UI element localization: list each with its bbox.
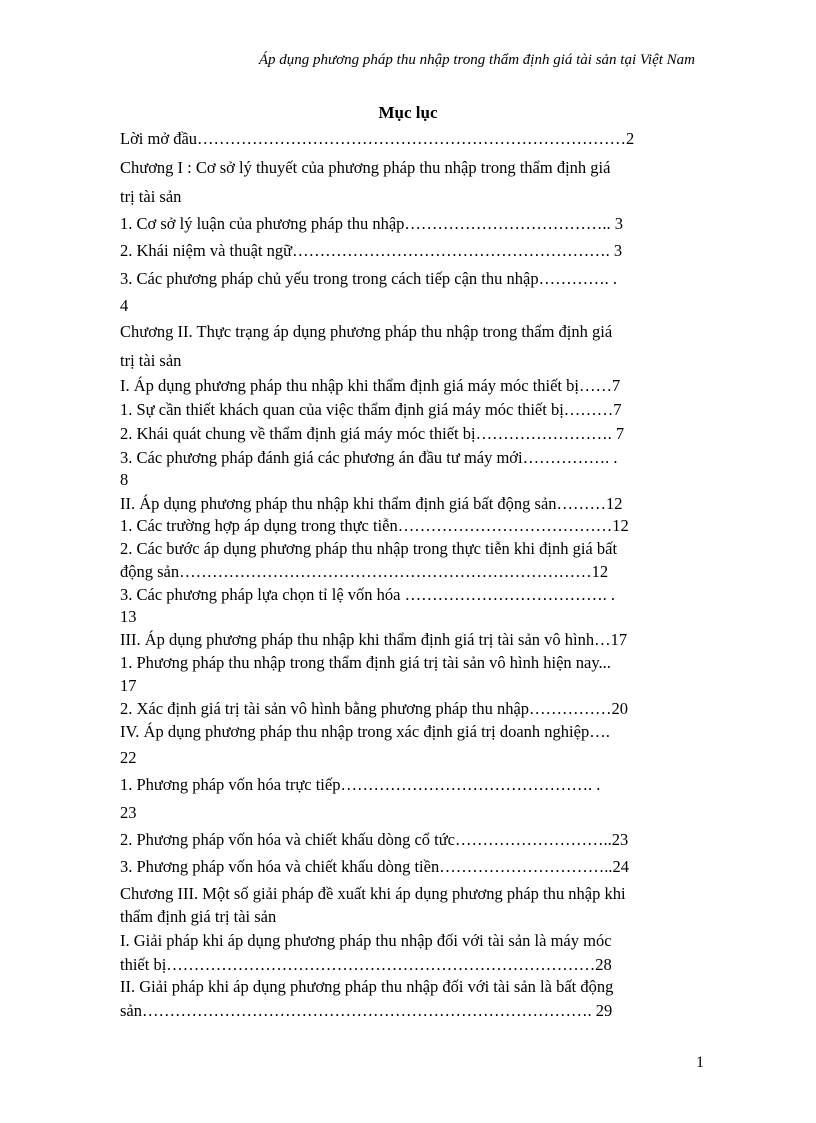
toc-line: trị tài sản bbox=[120, 187, 182, 206]
toc-line: 1. Sự cần thiết khách quan của việc thẩm định giá máy móc thiết bị………7 bbox=[120, 400, 622, 419]
toc-line: 2. Khái niệm và thuật ngữ…………………………………………………. 3 bbox=[120, 241, 623, 260]
toc-line: 1. Các trường hợp áp dụng trong thực tiễn…………………………………12 bbox=[120, 516, 629, 535]
toc-line: 13 bbox=[120, 607, 137, 626]
toc-line: 2. Phương pháp vốn hóa và chiết khấu dòng cổ tức………………………..23 bbox=[120, 830, 629, 849]
toc-line: trị tài sản bbox=[120, 351, 182, 370]
toc-line: 1. Phương pháp vốn hóa trực tiếp………………………………………. . bbox=[120, 775, 601, 794]
toc-line: Chương III. Một số giải pháp đề xuất khi áp dụng phương pháp thu nhập khi bbox=[120, 884, 626, 903]
toc-line: II. Giải pháp khi áp dụng phương pháp thu nhập đối với tài sản là bất động bbox=[120, 977, 614, 996]
toc-line: 3. Các phương pháp lựa chọn tỉ lệ vốn hóa ………………………………. . bbox=[120, 585, 615, 604]
toc-line: 2. Xác định giá trị tài sản vô hình bằng phương pháp thu nhập……………20 bbox=[120, 699, 629, 718]
toc-line: 1. Phương pháp thu nhập trong thẩm định giá trị tài sản vô hình hiện nay... bbox=[120, 653, 611, 672]
toc-line: I. Áp dụng phương pháp thu nhập khi thẩm định giá máy móc thiết bị……7 bbox=[120, 376, 621, 395]
toc-line: Chương I : Cơ sở lý thuyết của phương pháp thu nhập trong thẩm định giá bbox=[120, 158, 611, 177]
page-number: 1 bbox=[696, 1054, 704, 1071]
toc-line: I. Giải pháp khi áp dụng phương pháp thu nhập đối với tài sản là máy móc bbox=[120, 931, 612, 950]
toc-line: động sản…………………………………………………………………12 bbox=[120, 562, 609, 581]
toc-line: thiết bị……………………………………………………………………28 bbox=[120, 955, 612, 974]
toc-line: 23 bbox=[120, 803, 137, 822]
running-header: Áp dụng phương pháp thu nhập trong thẩm định giá tài sản tại Việt Nam bbox=[258, 52, 695, 68]
toc-line: 3. Phương pháp vốn hóa và chiết khấu dòng tiền…………………………..24 bbox=[120, 857, 629, 876]
toc-line: III. Áp dụng phương pháp thu nhập khi thẩm định giá trị tài sản vô hình…17 bbox=[120, 630, 628, 649]
toc-line: 3. Các phương pháp đánh giá các phương án đầu tư máy mới……………. . bbox=[120, 448, 618, 467]
toc-line: 22 bbox=[120, 748, 137, 767]
toc-line: 3. Các phương pháp chủ yếu trong trong cách tiếp cận thu nhập…………. . bbox=[120, 269, 617, 288]
toc-line: 17 bbox=[120, 676, 137, 695]
toc-title: Mục lục bbox=[378, 103, 438, 122]
toc-line: thẩm định giá trị tài sản bbox=[120, 907, 277, 926]
toc-line: sản………………………………………………………………………. 29 bbox=[120, 1001, 613, 1020]
toc-line: 2. Khái quát chung về thẩm định giá máy móc thiết bị……………………. 7 bbox=[120, 424, 625, 443]
toc-line: 4 bbox=[120, 296, 129, 315]
toc-line: IV. Áp dụng phương pháp thu nhập trong xác định giá trị doanh nghiệp…. bbox=[120, 722, 610, 741]
toc-line: II. Áp dụng phương pháp thu nhập khi thẩm định giá bất động sản………12 bbox=[120, 494, 623, 513]
toc-line: Chương II. Thực trạng áp dụng phương pháp thu nhập trong thẩm định giá bbox=[120, 322, 613, 341]
toc-line: Lời mở đầu……………………………………………………………………2 bbox=[120, 129, 635, 148]
toc-line: 8 bbox=[120, 470, 129, 489]
toc-line: 2. Các bước áp dụng phương pháp thu nhập trong thực tiễn khi định giá bất bbox=[120, 539, 618, 558]
toc-line: 1. Cơ sở lý luận của phương pháp thu nhập……………………………….. 3 bbox=[120, 214, 624, 233]
